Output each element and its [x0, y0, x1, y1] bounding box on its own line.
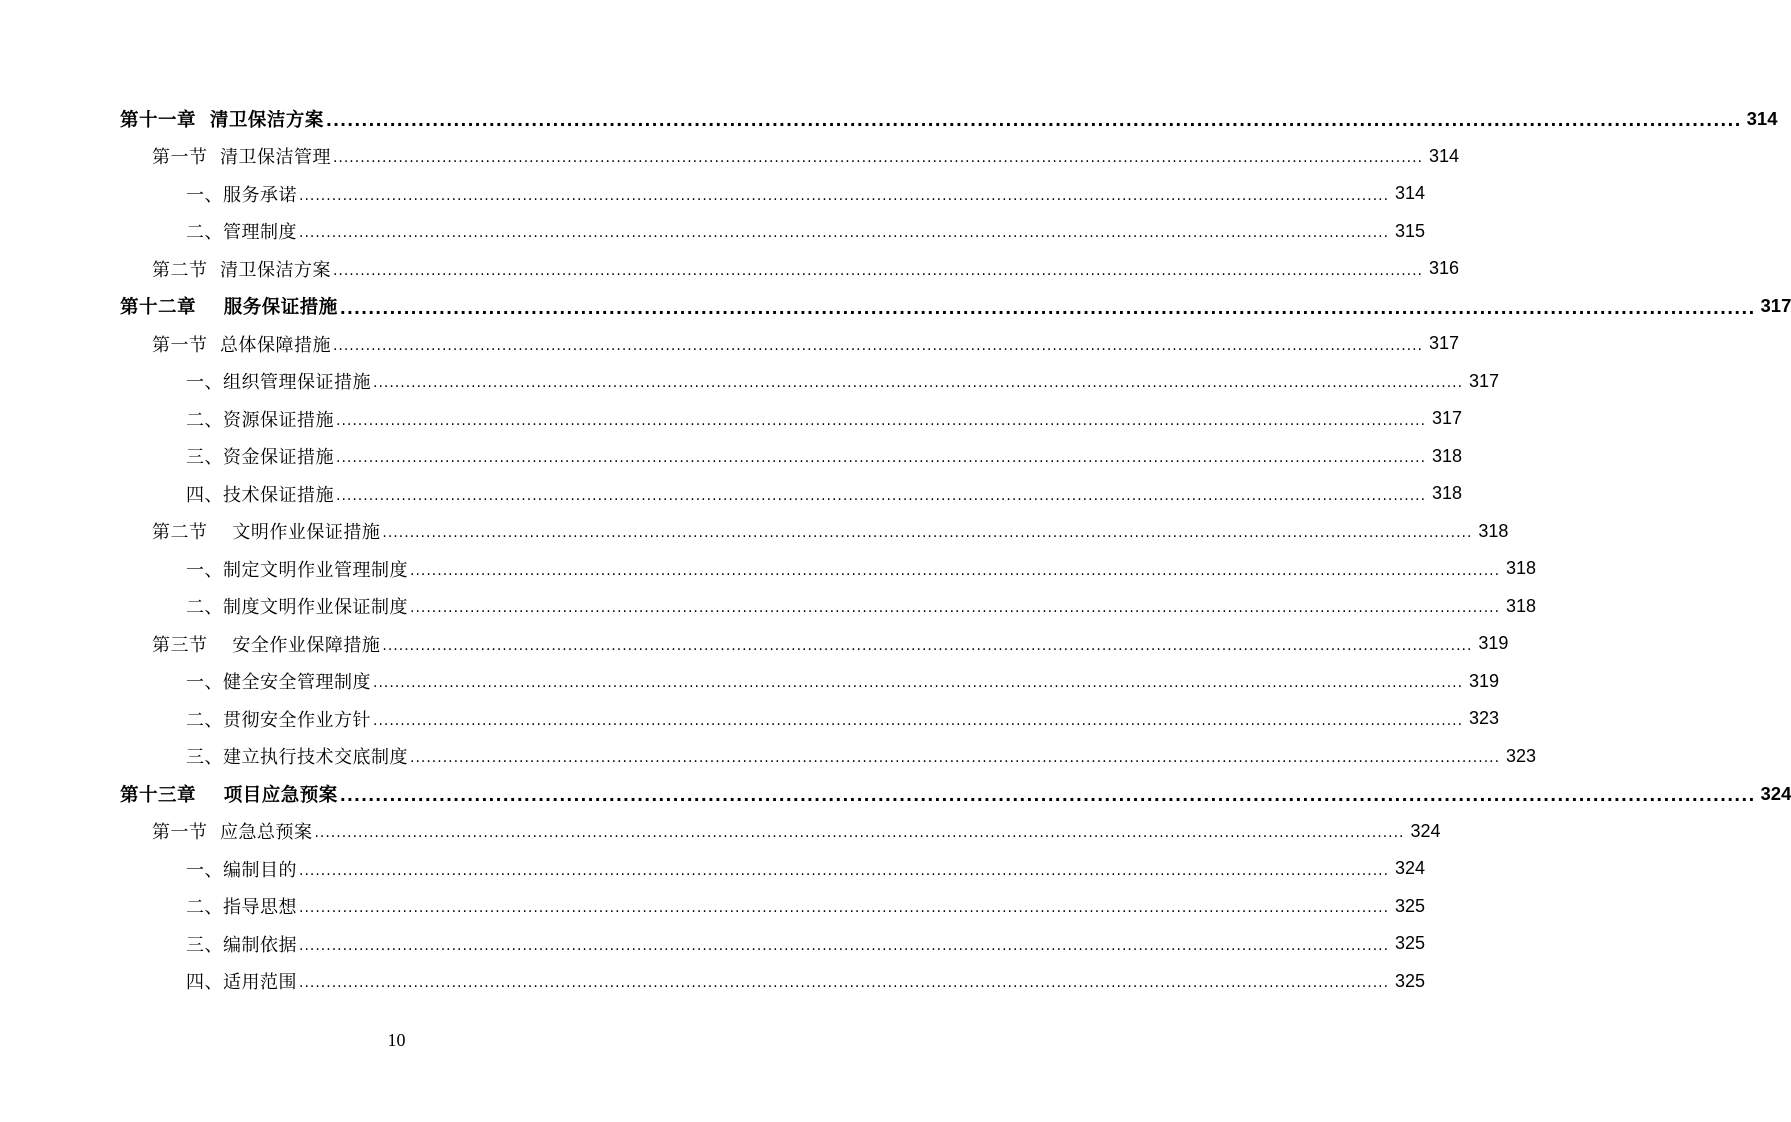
toc-entry-title: 第二节 清卫保洁方案	[152, 259, 331, 281]
toc-entry-title: 一、制定文明作业管理制度	[186, 559, 408, 581]
toc-entry-title: 三、编制依据	[186, 934, 297, 956]
toc-entry-page: 318	[1432, 483, 1463, 504]
toc-entry-subsection[interactable]	[0, 588, 1537, 626]
toc-leader-dots: ........................................................................................................................................................................................................	[299, 900, 1390, 917]
toc-entry-subsection[interactable]	[0, 363, 1500, 401]
toc-entry-subsection[interactable]	[0, 400, 1463, 438]
toc-entry-page: 317	[1432, 408, 1463, 429]
toc-entry-chapter[interactable]	[0, 775, 1791, 813]
toc-entry-subsection[interactable]	[0, 963, 1426, 1001]
toc-leader-dots: ........................................................................................................................................................................................................	[339, 298, 1756, 318]
toc-entry-subsection[interactable]	[0, 888, 1426, 926]
toc-entry-page: 319	[1469, 670, 1500, 691]
toc-entry-title: 一、编制目的	[186, 859, 297, 881]
toc-leader-dots: ........................................................................................................................................................................................................	[325, 111, 1742, 131]
toc-leader-dots: ........................................................................................................................................................................................................	[332, 337, 1423, 354]
toc-entry-title: 第十三章 项目应急预案	[120, 784, 338, 806]
toc-entry-page: 318	[1506, 558, 1537, 579]
toc-entry-title: 第一节 应急总预案	[152, 822, 313, 844]
toc-entry-subsection[interactable]	[0, 475, 1463, 513]
toc-entry-title: 二、制度文明作业保证制度	[186, 597, 408, 619]
toc-entry-page: 319	[1478, 633, 1509, 654]
toc-leader-dots: ........................................................................................................................................................................................................	[332, 262, 1423, 279]
toc-leader-dots: ........................................................................................................................................................................................................	[410, 750, 1501, 767]
toc-entry-subsection[interactable]	[0, 850, 1426, 888]
toc-entry-title: 第三节 安全作业保障措施	[152, 634, 381, 656]
toc-entry-page: 314	[1746, 107, 1778, 129]
toc-entry-chapter[interactable]	[0, 100, 1778, 138]
toc-entry-title: 二、管理制度	[186, 222, 297, 244]
toc-entry-page: 323	[1469, 708, 1500, 729]
toc-entry-page: 318	[1506, 595, 1537, 616]
toc-entry-title: 第一节 总体保障措施	[152, 334, 331, 356]
toc-leader-dots: ........................................................................................................................................................................................................	[336, 412, 1427, 429]
toc-entry-page: 324	[1410, 820, 1441, 841]
toc-entry-page: 317	[1760, 295, 1791, 317]
toc-entry-page: 325	[1395, 895, 1426, 916]
toc-leader-dots: ........................................................................................................................................................................................................	[382, 637, 1473, 654]
toc-entry-section[interactable]	[0, 813, 1441, 851]
toc-leader-dots: ........................................................................................................................................................................................................	[332, 150, 1423, 167]
toc-entry-title: 四、适用范围	[186, 972, 297, 994]
toc-entry-subsection[interactable]	[0, 925, 1426, 963]
toc-entry-title: 四、技术保证措施	[186, 484, 334, 506]
toc-entry-title: 三、资金保证措施	[186, 447, 334, 469]
toc-entry-page: 325	[1395, 970, 1426, 991]
toc-entry-page: 323	[1506, 745, 1537, 766]
toc-leader-dots: ........................................................................................................................................................................................................	[339, 786, 1756, 806]
toc-leader-dots: ........................................................................................................................................................................................................	[410, 562, 1501, 579]
toc-leader-dots: ........................................................................................................................................................................................................	[373, 375, 1464, 392]
table-of-contents	[0, 100, 1791, 1000]
toc-entry-title: 第十一章 清卫保洁方案	[120, 109, 324, 131]
toc-entry-page: 318	[1432, 445, 1463, 466]
toc-entry-subsection[interactable]	[0, 700, 1500, 738]
toc-entry-subsection[interactable]	[0, 213, 1426, 251]
toc-entry-page: 317	[1428, 333, 1459, 354]
toc-entry-section[interactable]	[0, 250, 1459, 288]
toc-entry-title: 一、组织管理保证措施	[186, 372, 371, 394]
toc-entry-page: 314	[1428, 145, 1459, 166]
toc-entry-title: 二、贯彻安全作业方针	[186, 709, 371, 731]
toc-entry-subsection[interactable]	[0, 663, 1500, 701]
toc-entry-page: 318	[1478, 520, 1509, 541]
toc-leader-dots: ........................................................................................................................................................................................................	[299, 862, 1390, 879]
toc-entry-subsection[interactable]	[0, 738, 1537, 776]
toc-entry-title: 二、指导思想	[186, 897, 297, 919]
toc-leader-dots: ........................................................................................................................................................................................................	[373, 675, 1464, 692]
toc-leader-dots: ........................................................................................................................................................................................................	[382, 525, 1473, 542]
toc-entry-title: 三、建立执行技术交底制度	[186, 747, 408, 769]
toc-leader-dots: ........................................................................................................................................................................................................	[373, 712, 1464, 729]
toc-entry-page: 315	[1395, 220, 1426, 241]
toc-entry-title: 二、资源保证措施	[186, 409, 334, 431]
toc-entry-page: 325	[1395, 933, 1426, 954]
toc-entry-title: 第二节 文明作业保证措施	[152, 522, 381, 544]
toc-entry-section[interactable]	[0, 625, 1509, 663]
toc-leader-dots: ........................................................................................................................................................................................................	[410, 600, 1501, 617]
toc-entry-title: 一、健全安全管理制度	[186, 672, 371, 694]
toc-entry-section[interactable]	[0, 325, 1459, 363]
toc-entry-page: 316	[1428, 258, 1459, 279]
toc-leader-dots: ........................................................................................................................................................................................................	[299, 187, 1390, 204]
toc-leader-dots: ........................................................................................................................................................................................................	[299, 225, 1390, 242]
toc-leader-dots: ........................................................................................................................................................................................................	[336, 487, 1427, 504]
page-number: 10	[387, 1030, 406, 1050]
toc-leader-dots: ........................................................................................................................................................................................................	[336, 450, 1427, 467]
toc-leader-dots: ........................................................................................................................................................................................................	[314, 825, 1405, 842]
toc-entry-title: 第一节 清卫保洁管理	[152, 147, 331, 169]
toc-leader-dots: ........................................................................................................................................................................................................	[299, 975, 1390, 992]
toc-entry-subsection[interactable]	[0, 550, 1537, 588]
toc-entry-page: 314	[1395, 183, 1426, 204]
toc-entry-subsection[interactable]	[0, 175, 1426, 213]
toc-entry-section[interactable]	[0, 138, 1459, 176]
toc-entry-section[interactable]	[0, 513, 1509, 551]
toc-entry-title: 第十二章 服务保证措施	[120, 297, 338, 319]
toc-entry-subsection[interactable]	[0, 438, 1463, 476]
toc-leader-dots: ........................................................................................................................................................................................................	[299, 937, 1390, 954]
toc-entry-page: 324	[1395, 858, 1426, 879]
toc-entry-page: 317	[1469, 370, 1500, 391]
toc-entry-page: 324	[1760, 782, 1791, 804]
toc-entry-chapter[interactable]	[0, 288, 1791, 326]
toc-entry-title: 一、服务承诺	[186, 184, 297, 206]
